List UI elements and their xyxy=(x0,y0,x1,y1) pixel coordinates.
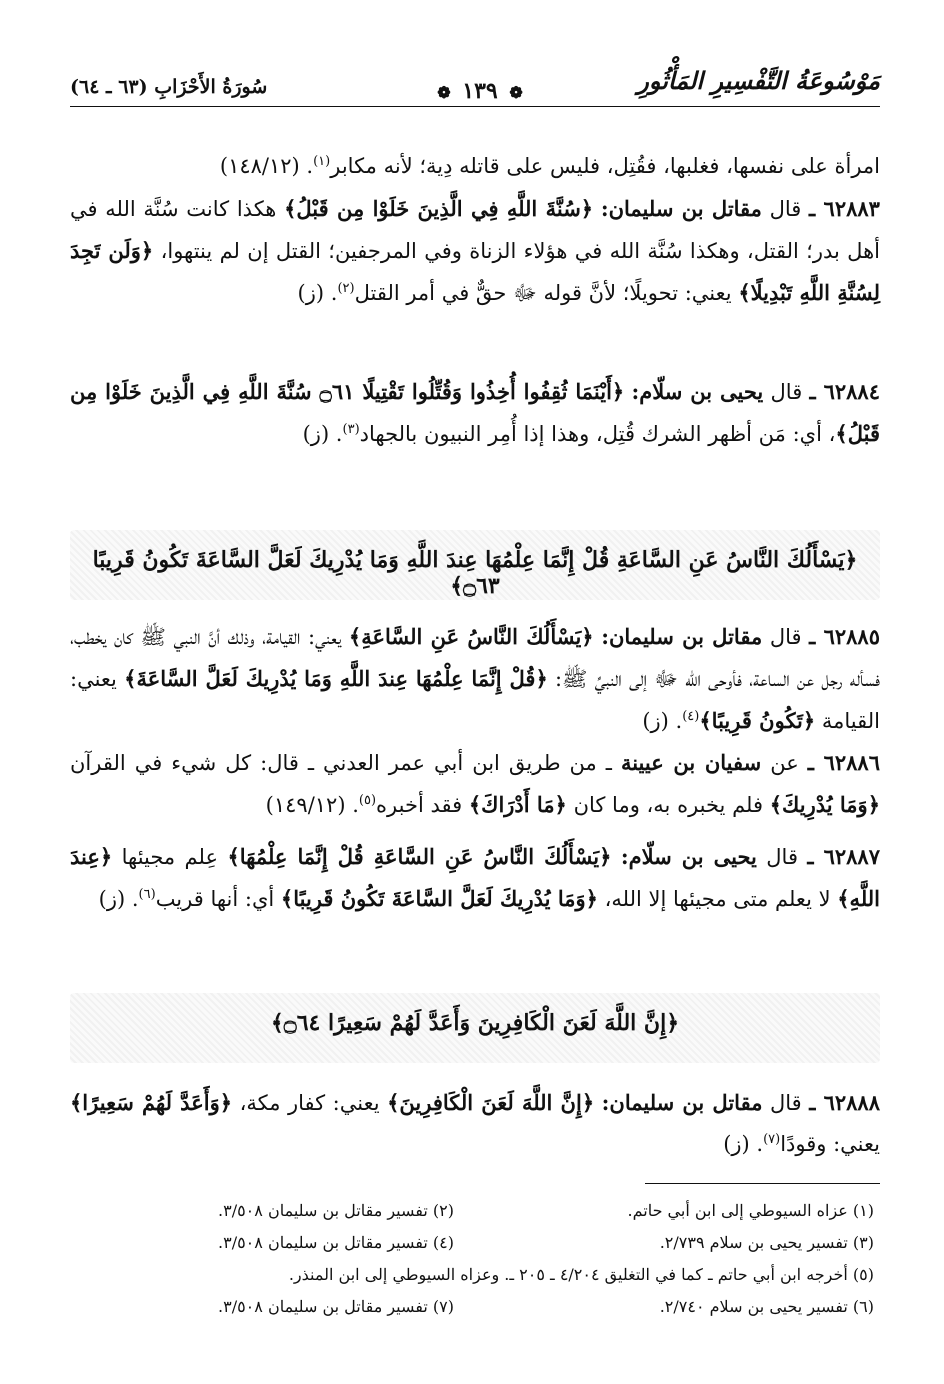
footnote-ref: (٣) xyxy=(342,422,360,437)
page-header xyxy=(70,66,880,110)
paragraph-text: يعني: القيامة، وذلك أنَّ النبي ﷺ كان يخطب، فسأله رجل عن الساعة، فأوحى الله ﷻ إلى النبيِّ ﷺ: xyxy=(70,625,880,691)
quran-quote: ﴿يَسْأَلُكَ النَّاسُ عَنِ السَّاعَةِ قُلْ إِنَّمَا عِلْمُهَا﴾ xyxy=(227,844,612,869)
footnote: (٤) تفسير مقاتل بن سليمان ٣/٥٠٨. xyxy=(218,1233,454,1252)
page-number: ١٣٩ xyxy=(462,78,498,104)
narration-62884 xyxy=(70,371,880,455)
paragraph-tail: . (١٤٨/١٢) xyxy=(219,154,314,178)
narrator-name: مقاتل بن سليمان: xyxy=(601,1090,763,1115)
page-number-block xyxy=(400,78,560,104)
narrator-name: يحيى بن سلّام: xyxy=(620,844,757,869)
quran-quote: ﴿يَسْأَلُكَ النَّاسُ عَنِ السَّاعَةِ﴾ xyxy=(348,624,594,649)
quran-quote: ﴿إِنَّ اللَّهَ لَعَنَ الْكَافِرِينَ﴾ xyxy=(387,1090,595,1115)
paragraph-text: عِلم مجيئها xyxy=(121,845,219,869)
paragraph-tail: . (ز) xyxy=(98,887,139,911)
paragraph-tail: . (ز) xyxy=(302,422,343,446)
narration-number: ٦٢٨٨٣ ـ xyxy=(809,196,880,221)
narration-number: ٦٢٨٨٧ ـ xyxy=(807,844,880,869)
footnote-ref: (١) xyxy=(313,154,331,169)
narration-lead: قال xyxy=(766,845,798,869)
paragraph-text: ـ من طريق ابن أبي عمر العدني ـ قال: كل شيء في القرآن xyxy=(70,751,612,775)
narration-lead: قال xyxy=(769,197,802,221)
ornament-icon: ❁ xyxy=(509,83,523,102)
paragraph-text: ، أي: مَن أظهر الشرك قُتِل، وهذا إذا أُمِر النبيون بالجهاد xyxy=(359,422,836,446)
footnote: (٥) أخرجه ابن أبي حاتم ـ كما في التغليق ٤/٢٠٤ ـ ٢٠٥ ـ. وعزاه السيوطي إلى ابن المنذر. xyxy=(288,1265,874,1284)
narration-number: ٦٢٨٨٥ ـ xyxy=(809,624,880,649)
quran-quote: ﴿وَأَعَدَّ لَهُمْ سَعِيرًا﴾ xyxy=(70,1090,233,1115)
paragraph-text: فقد أخبره xyxy=(376,793,463,817)
quran-quote: ﴿وَلَن تَجِدَ لِسُنَّةِ اللَّهِ تَبْدِيلًا﴾ xyxy=(70,238,880,305)
verse-banner-63 xyxy=(70,530,880,600)
paragraph-text: فلم يخبره به، وما كان xyxy=(573,793,764,817)
quran-quote: ﴿أَيْنَمَا ثُقِفُوا أُخِذُوا وَقُتِّلُوا تَقْتِيلًا ۝٦١ سُنَّةَ اللَّهِ فِي الَّذِينَ خَلَوْا مِن قَبْلُ﴾ xyxy=(70,379,880,446)
paragraph-text: يعني: كفار مكة، xyxy=(239,1091,380,1115)
footnote-ref: (٢) xyxy=(337,281,355,296)
footnote-ref: (٧) xyxy=(763,1132,781,1147)
narration-62885 xyxy=(70,616,880,742)
book-title: مَوْسُوعَةُ التَّفْسِيرِ المَأْثُورِ xyxy=(637,66,880,95)
footnote-rule xyxy=(645,1183,880,1184)
narration-number: ٦٢٨٨٤ ـ xyxy=(809,379,880,404)
paragraph-text: يعني: تحويلًا؛ لأنَّ قوله ﷻ حقٌّ في أمر القتل xyxy=(354,281,732,305)
footnote-ref: (٥) xyxy=(358,793,377,808)
paragraph-text: يعني: القيامة xyxy=(70,667,880,733)
narrator-name: مقاتل بن سليمان: xyxy=(600,196,762,221)
footnote-ref: (٦) xyxy=(138,887,156,902)
header-rule xyxy=(70,106,880,107)
paragraph-text: امرأة على نفسها، فغلبها، فقُتِل، فليس على قاتله دِية؛ لأنه مكابر xyxy=(330,154,880,178)
footnote: (٦) تفسير يحيى بن سلام ٢/٧٤٠. xyxy=(659,1297,874,1316)
paragraph-text: هكذا كانت سُنَّة الله في أهل بدر؛ القتل، وهكذا سُنَّة الله في هؤلاء الزناة وفي المرجفين؛ القتل إن لم ينتهوا، xyxy=(70,197,880,263)
narration-lead: قال xyxy=(770,1091,802,1115)
quran-quote: ﴿تَكُونُ قَرِيبًا﴾ xyxy=(699,708,816,733)
surah-label: سُورَةُ الأَحْزَابِ (٦٣ ـ ٦٤) xyxy=(70,76,268,98)
footnote: (٧) تفسير مقاتل بن سليمان ٣/٥٠٨. xyxy=(218,1297,454,1316)
footnote: (٢) تفسير مقاتل بن سليمان ٣/٥٠٨. xyxy=(218,1201,454,1220)
paragraph-tail: . (ز) xyxy=(723,1132,764,1156)
verse-banner-64 xyxy=(70,993,880,1063)
quran-quote: ﴿عِندَ اللَّهِ﴾ xyxy=(70,844,880,911)
narrator-name: مقاتل بن سليمان: xyxy=(601,624,763,649)
narration-62887 xyxy=(70,836,880,920)
quran-quote: ﴿سُنَّةَ اللَّهِ فِي الَّذِينَ خَلَوْا مِن قَبْلُ﴾ xyxy=(284,196,594,221)
quran-quote: ﴿مَا أَدْرَاكَ﴾ xyxy=(468,792,567,817)
narration-62886 xyxy=(70,742,880,826)
footnote: (١) عزاه السيوطي إلى ابن أبي حاتم. xyxy=(627,1201,874,1220)
paragraph-tail: . (١٤٩/١٢) xyxy=(265,793,359,817)
paragraph-continuation xyxy=(70,146,880,187)
paragraph-text: يعني: وقودًا xyxy=(780,1132,880,1156)
verse-text: ﴿يَسْأَلُكَ النَّاسُ عَنِ السَّاعَةِ قُلْ إِنَّمَا عِلْمُهَا عِندَ اللَّهِ وَمَا يُدْرِيكَ لَعَلَّ السَّاعَةَ تَكُونُ قَرِيبًا ۝٦٣﴾ xyxy=(92,547,858,599)
narration-62888 xyxy=(70,1082,880,1165)
footnote: (٣) تفسير يحيى بن سلام ٢/٧٣٩. xyxy=(659,1233,874,1252)
paragraph-text: لا يعلم متى مجيئها إلا الله، xyxy=(604,887,831,911)
paragraph-text: أي: أنها قريب xyxy=(155,887,275,911)
footnote-ref: (٤) xyxy=(682,709,700,724)
narration-lead: قال xyxy=(769,625,802,649)
narration-lead: عن xyxy=(770,751,799,775)
quran-quote: ﴿وَمَا يُدْرِيكَ﴾ xyxy=(769,792,880,817)
ornament-icon: ❁ xyxy=(437,83,451,102)
narration-lead: قال xyxy=(770,380,803,404)
paragraph-tail: . (ز) xyxy=(642,709,683,733)
narration-62883 xyxy=(70,188,880,314)
quran-quote: ﴿قُلْ إِنَّمَا عِلْمُهَا عِندَ اللَّهِ وَمَا يُدْرِيكَ لَعَلَّ السَّاعَةَ﴾ xyxy=(124,666,548,691)
narration-number: ٦٢٨٨٨ ـ xyxy=(809,1090,880,1115)
paragraph-tail: . (ز) xyxy=(297,281,338,305)
verse-text: ﴿إِنَّ اللَّهَ لَعَنَ الْكَافِرِينَ وَأَعَدَّ لَهُمْ سَعِيرًا ۝٦٤﴾ xyxy=(270,1010,680,1036)
narrator-name: سفيان بن عيينة xyxy=(620,750,762,775)
narrator-name: يحيى بن سلّام: xyxy=(631,379,764,404)
narration-number: ٦٢٨٨٦ ـ xyxy=(807,750,880,775)
quran-quote: ﴿وَمَا يُدْرِيكَ لَعَلَّ السَّاعَةَ تَكُونُ قَرِيبًا﴾ xyxy=(280,886,598,911)
